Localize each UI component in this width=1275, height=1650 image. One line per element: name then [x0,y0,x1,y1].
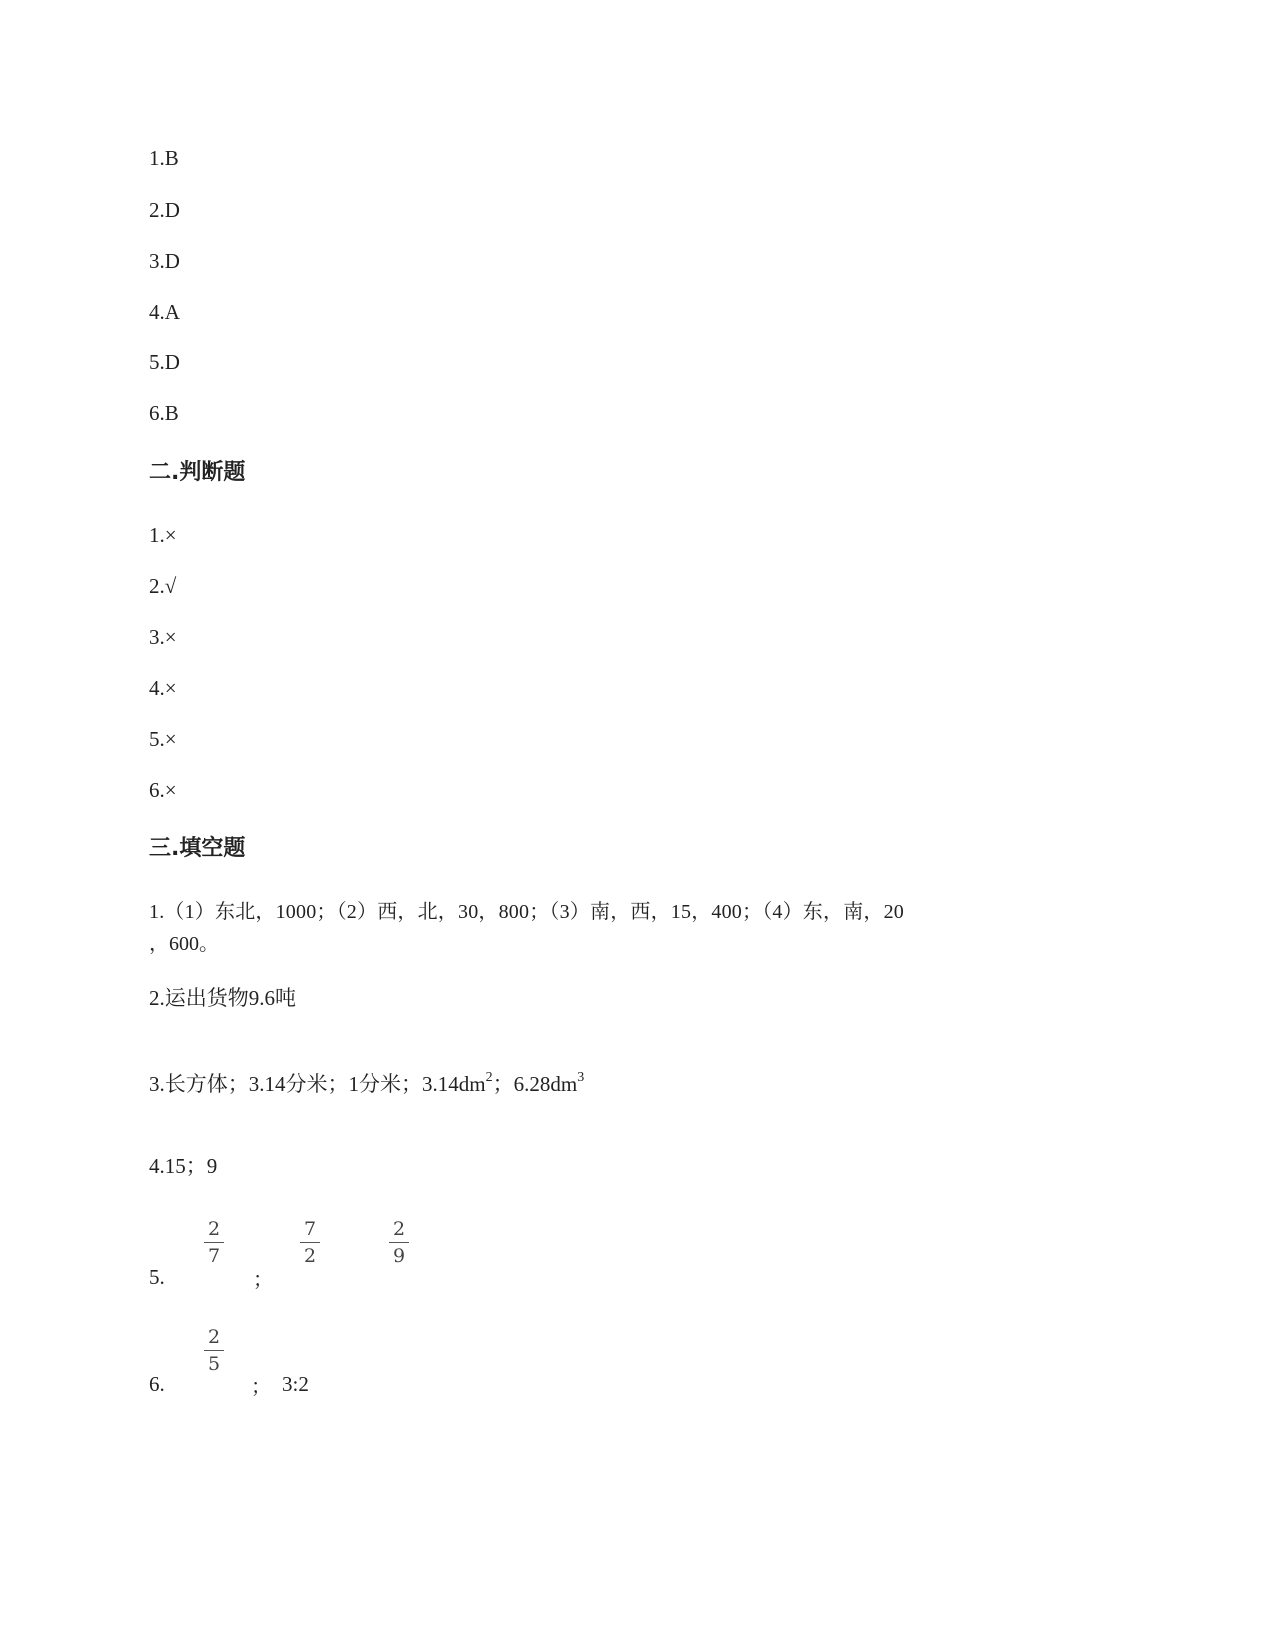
fill-answer-6-label: 6. [149,1372,165,1396]
fill-answer-5-separator: ； [253,1267,273,1291]
judge-answer-6: 6.× [149,778,177,802]
choice-answer-2: 2.D [149,198,180,222]
cubed-exponent: 3 [577,1070,585,1085]
judge-answer-5: 5.× [149,727,177,751]
fraction-bar [204,1350,224,1351]
fraction-7-2 [299,1218,321,1267]
fill-answer-3 [149,1072,584,1096]
judge-answer-4: 4.× [149,676,177,700]
fill-answer-4: 4.15；9 [149,1154,218,1178]
fraction-bar [300,1242,320,1243]
fraction-numerator: 2 [392,1218,406,1240]
fraction-denominator: 7 [207,1245,221,1267]
fraction-numerator: 2 [207,1326,221,1348]
fill-answer-5-label: 5. [149,1265,165,1289]
fill-answer-1-line-1: 1.（1）东北，1000；（2）西，北，30，800；（3）南，西，15，400；（4）东，南，20 [149,901,904,923]
choice-answer-1: 1.B [149,146,179,170]
choice-answer-3: 3.D [149,249,180,273]
fraction-bar [389,1242,409,1243]
fraction-denominator: 9 [392,1245,406,1267]
fraction-numerator: 7 [303,1218,317,1240]
choice-answer-4: 4.A [149,300,180,324]
choice-answer-5: 5.D [149,350,180,374]
fraction-bar [204,1242,224,1243]
choice-answer-6: 6.B [149,401,179,425]
fill-answer-2: 2.运出货物9.6吨 [149,986,296,1010]
fraction-2-7 [203,1218,225,1267]
judge-answer-2: 2.√ [149,574,177,598]
fraction-2-5 [203,1326,225,1375]
fraction-numerator: 2 [207,1218,221,1240]
fill-answer-6-ratio: 3:2 [282,1372,309,1396]
fill-answer-6-separator: ； [251,1374,271,1398]
fraction-2-9 [388,1218,410,1267]
squared-exponent: 2 [485,1070,493,1085]
fill-section-heading: 三.填空题 [149,836,246,861]
judge-answer-3: 3.× [149,625,177,649]
fraction-denominator: 5 [207,1353,221,1375]
fill-answer-3-text-b: ；6.28dm [492,1072,578,1096]
fill-answer-3-text-a: 3.长方体；3.14分米；1分米；3.14dm [149,1072,486,1096]
judge-section-heading: 二.判断题 [149,460,246,485]
judge-answer-1: 1.× [149,523,177,547]
fill-answer-1-line-2: ，600。 [149,933,219,955]
fraction-denominator: 2 [303,1245,317,1267]
